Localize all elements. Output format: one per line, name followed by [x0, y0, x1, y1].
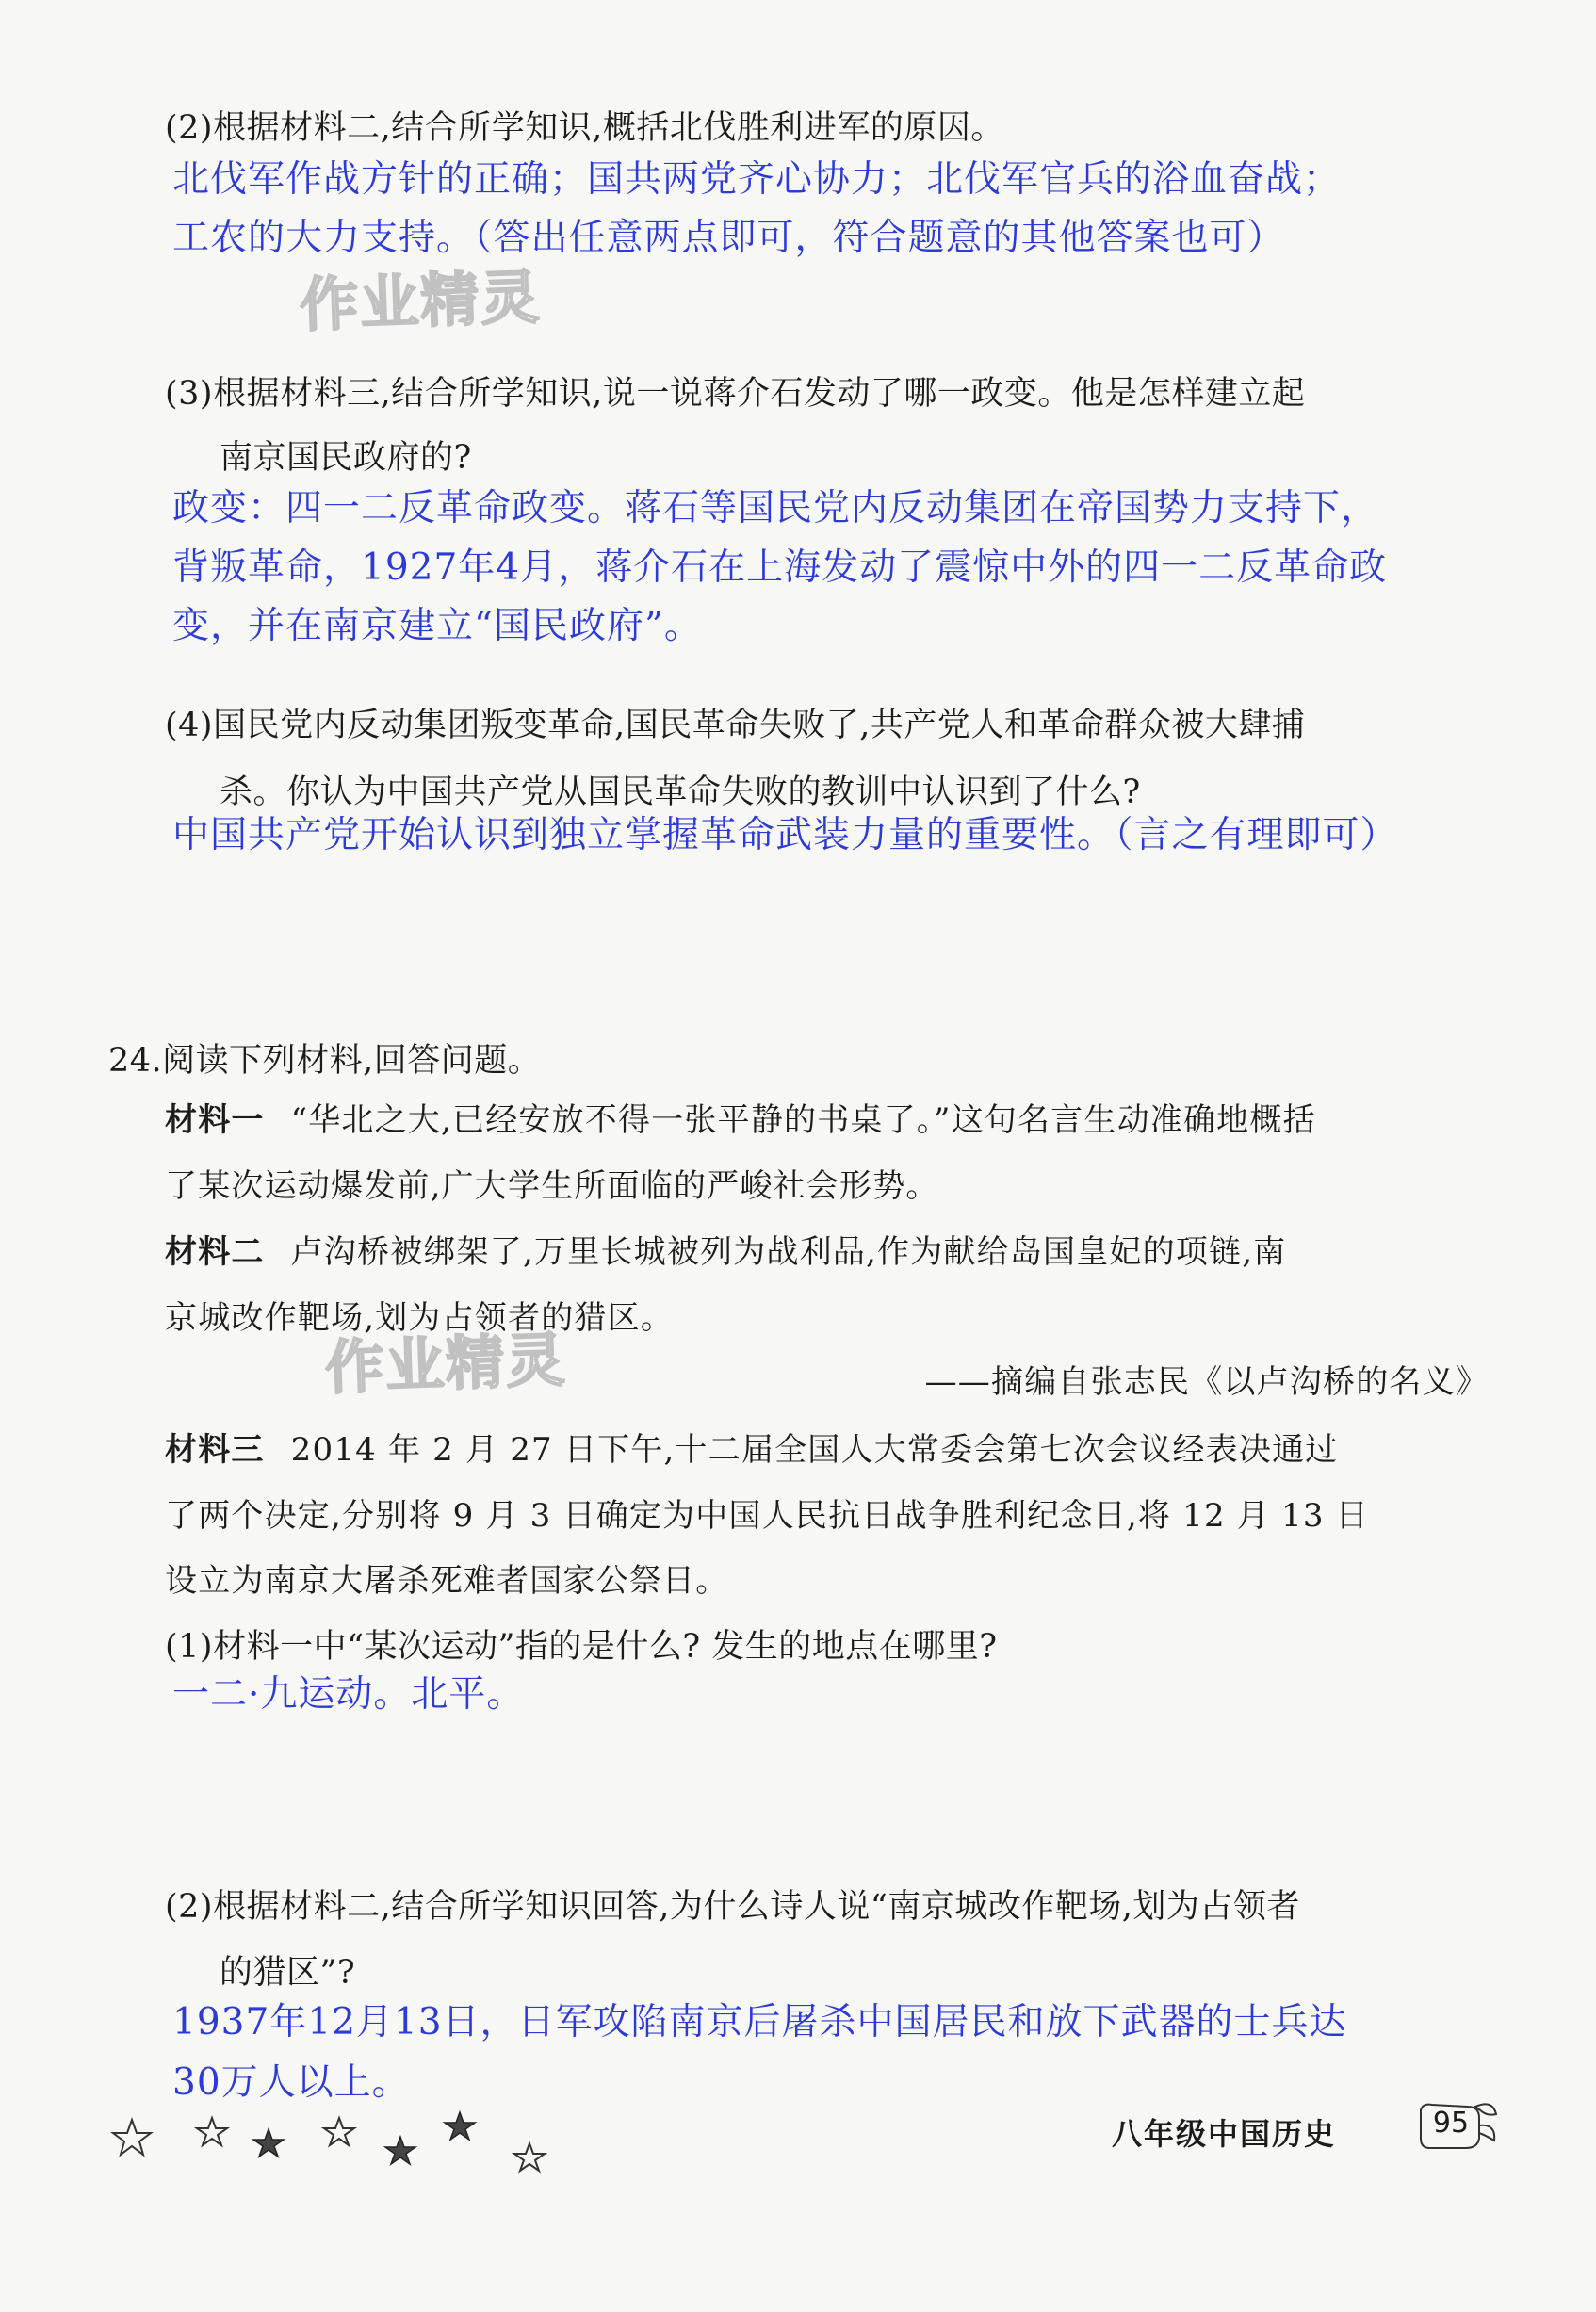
material-1-label: 材料一: [165, 1101, 265, 1139]
watermark-logo: 作业精灵: [298, 262, 543, 340]
material-2-text1: 卢沟桥被绑架了,万里长城被列为战利品,作为献给岛国皇妃的项链,南: [290, 1233, 1287, 1271]
watermark-logo-2: 作业精灵: [323, 1325, 568, 1403]
footer-book-title: 八年级中国历史: [1112, 2116, 1337, 2152]
q24-part1-answer: 一二·九运动。北平。: [172, 1673, 525, 1716]
material-2-line1: [165, 1230, 1286, 1274]
q24-part2-question-line1: (2)根据材料二,结合所学知识回答,为什么诗人说“南京城改作靶场,划为占领者: [165, 1888, 1300, 1926]
q23-part3-answer-line2: 背叛革命，1927年4月，蒋介石在上海发动了震惊中外的四一二反革命政: [172, 546, 1388, 589]
material-3-line2: 了两个决定,分别将 9 月 3 日确定为中国人民抗日战争胜利纪念日,将 12 月 13 日: [165, 1497, 1369, 1535]
q23-part3-question-line2: 南京国民政府的?: [220, 439, 472, 477]
material-3-line3: 设立为南京大屠杀死难者国家公祭日。: [165, 1562, 729, 1600]
q24-part1-question: (1)材料一中“某次运动”指的是什么? 发生的地点在哪里?: [165, 1628, 998, 1666]
q23-part2-answer-line1: 北伐军作战方针的正确；国共两党齐心协力；北伐军官兵的浴血奋战；: [172, 158, 1342, 201]
q24-part2-answer-line1: 1937年12月13日，日军攻陷南京后屠杀中国居民和放下武器的士兵达: [172, 2001, 1347, 2043]
q23-part4-question-line2: 杀。你认为中国共产党从国民革命失败的教训中认识到了什么?: [220, 773, 1141, 811]
q23-part3-question-line1: (3)根据材料三,结合所学知识,说一说蒋介石发动了哪一政变。他是怎样建立起: [165, 375, 1306, 413]
material-3-line1: [165, 1428, 1338, 1472]
material-3-text1: 2014 年 2 月 27 日下午,十二届全国人大常委会第七次会议经表决通过: [290, 1431, 1339, 1469]
decorative-stars-icon: [108, 2101, 598, 2186]
q23-part2-answer-line2: 工农的大力支持。（答出任意两点即可，符合题意的其他答案也可）: [172, 217, 1285, 259]
material-3-label: 材料三: [165, 1431, 265, 1469]
q23-part2-question: (2)根据材料二,结合所学知识,概括北伐胜利进军的原因。: [165, 109, 1004, 147]
q23-part4-answer: 中国共产党开始认识到独立掌握革命武装力量的重要性。（言之有理即可）: [172, 814, 1398, 856]
material-1-line1: [165, 1099, 1316, 1142]
material-1-line2: 了某次运动爆发前,广大学生所面临的严峻社会形势。: [165, 1167, 939, 1205]
q24-part2-question-line2: 的猎区”?: [220, 1954, 356, 1992]
page-number-badge: [1413, 2097, 1498, 2154]
q24-part2-answer-line2: 30万人以上。: [172, 2061, 410, 2104]
material-2-source: ——摘编自张志民《以卢沟桥的名义》: [924, 1363, 1489, 1401]
material-2-label: 材料二: [165, 1233, 265, 1271]
q23-part3-answer-line3: 变，并在南京建立“国民政府”。: [172, 605, 702, 647]
material-1-text1: “华北之大,已经安放不得一张平静的书桌了。”这句名言生动准确地概括: [290, 1101, 1316, 1139]
page-number: 95: [1432, 2107, 1470, 2140]
material-2-line2: 京城改作靶场,划为占领者的猎区。: [165, 1299, 675, 1337]
q23-part4-question-line1: (4)国民党内反动集团叛变革命,国民革命失败了,共产党人和革命群众被大肆捕: [165, 707, 1306, 744]
q23-part3-answer-line1: 政变：四一二反革命政变。蒋石等国民党内反动集团在帝国势力支持下，: [172, 487, 1379, 529]
q24-title: 24.阅读下列材料,回答问题。: [108, 1042, 542, 1080]
